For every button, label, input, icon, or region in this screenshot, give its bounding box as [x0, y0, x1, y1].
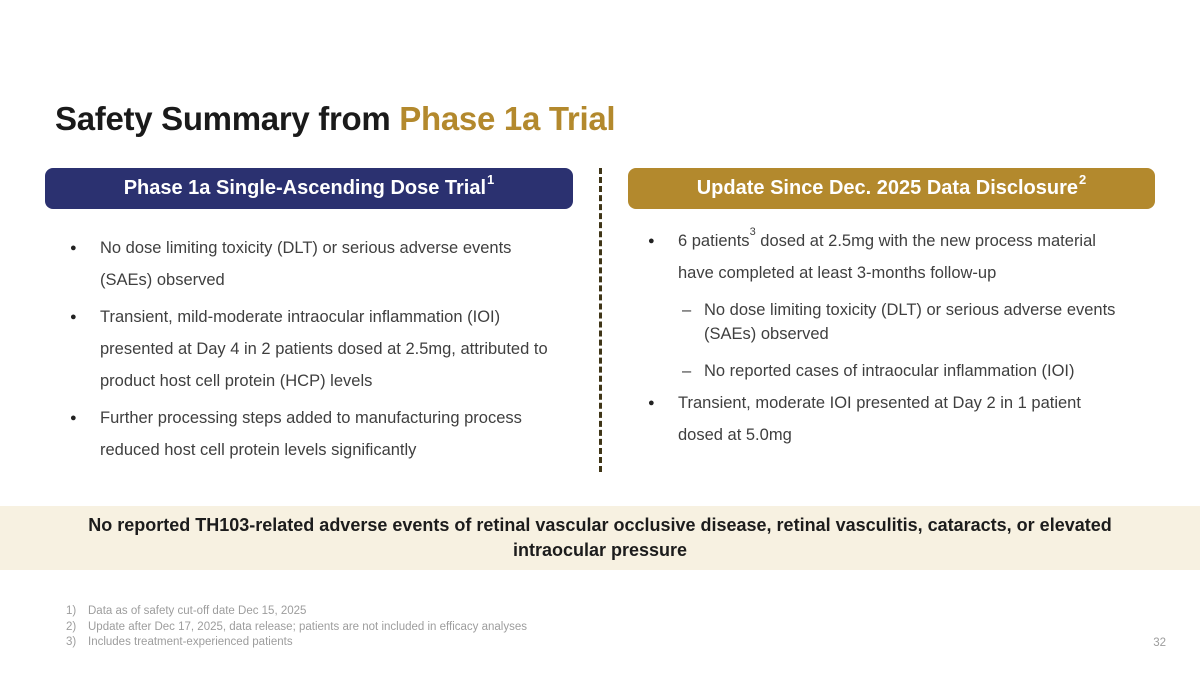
- bullet-text: No dose limiting toxicity (DLT) or serious adverse events (SAEs) observed: [100, 239, 512, 289]
- bullet-text-post: dosed at 2.5mg with the new process material have completed at least 3-months follow-up: [678, 232, 1096, 282]
- right-bullet-list: [648, 225, 1158, 294]
- right-column-header: Update Since Dec. 2025 Data Disclosure $^2$: [628, 168, 1155, 209]
- list-item: [70, 301, 570, 397]
- left-column-header: Phase 1a Single-Ascending Dose Trial $^1$: [45, 168, 573, 209]
- page-title-black: Safety Summary from: [55, 100, 400, 138]
- list-item: [648, 387, 1158, 451]
- list-item: [682, 359, 1150, 383]
- footnote: [66, 620, 527, 636]
- footnotes: [66, 604, 527, 651]
- right-bullet-list-2: [648, 387, 1158, 456]
- right-column-header-label: Update Since Dec. 2025 Data Disclosure: [696, 177, 1079, 199]
- footnote-text: Data as of safety cut-off date Dec 15, 2025: [88, 605, 307, 617]
- bullet-text: [678, 225, 1130, 289]
- highlight-banner-text: No reported TH103-related adverse events of retinal vascular occlusive disease, retinal vasculitis, cataracts, or elevated intraocular pressure: [88, 515, 1112, 560]
- footnote: [66, 604, 527, 620]
- list-item: [70, 402, 570, 466]
- bullet-text: Transient, mild-moderate intraocular inflammation (IOI) presented at Day 4 in 2 patients dosed at 2.5mg, attributed to product host cell protein (HCP) levels: [100, 308, 548, 390]
- right-sub-bullet-list: [648, 298, 1150, 396]
- footnote: [66, 635, 527, 651]
- bullet-dot-icon: [70, 301, 100, 333]
- page-title-gold: Phase 1a Trial: [399, 100, 616, 138]
- highlight-banner: [0, 506, 1200, 570]
- footnote-number: 3): [66, 636, 77, 648]
- list-item: [70, 232, 570, 296]
- dashed-column-divider: [599, 168, 602, 472]
- sub-bullet-text: No dose limiting toxicity (DLT) or serious adverse events (SAEs) observed: [704, 301, 1116, 343]
- bullet-text-pre: 6 patients: [678, 232, 750, 250]
- list-item: [648, 225, 1158, 289]
- bullet-dot-icon: [648, 387, 678, 419]
- bullet-text: Further processing steps added to manufacturing process reduced host cell protein levels significantly: [100, 409, 522, 459]
- dash-bullet-icon: [682, 298, 704, 322]
- left-bullet-list: [70, 232, 570, 471]
- footnote-text: Includes treatment-experienced patients: [88, 636, 293, 648]
- sub-bullet-text: No reported cases of intraocular inflammation (IOI): [704, 362, 1075, 380]
- patients-footnote-ref: 3: [749, 225, 756, 238]
- dash-bullet-icon: [682, 359, 704, 383]
- page-title: [55, 100, 615, 138]
- footnote-number: 1): [66, 605, 77, 617]
- list-item: [682, 298, 1150, 346]
- bullet-text: Transient, moderate IOI presented at Day 2 in 1 patient dosed at 5.0mg: [678, 394, 1081, 444]
- bullet-dot-icon: [648, 225, 678, 257]
- left-column-header-label: Phase 1a Single-Ascending Dose Trial: [123, 177, 487, 199]
- footnote-number: 2): [66, 620, 77, 633]
- page-number: 32: [1153, 637, 1166, 649]
- bullet-dot-icon: [70, 402, 100, 434]
- bullet-dot-icon: [70, 232, 100, 264]
- footnote-text: Update after Dec 17, 2025, data release; patients are not included in efficacy analyses: [88, 620, 527, 633]
